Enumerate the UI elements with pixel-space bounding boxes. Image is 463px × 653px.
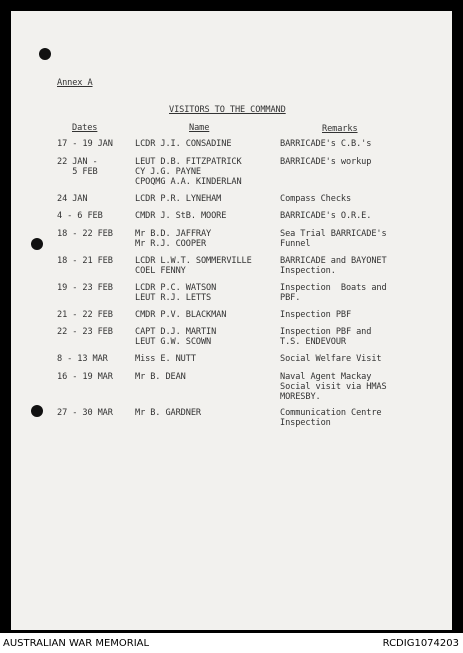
row-remarks: Communication Centre Inspection: [280, 408, 382, 428]
row-remarks: BARRICADE's C.B.'s: [280, 139, 372, 149]
row-remarks: Inspection PBF: [280, 310, 352, 320]
row-name: LCDR L.W.T. SOMMERVILLE COEL FENNY: [135, 256, 252, 276]
row-remarks: Sea Trial BARRICADE's Funnel: [280, 229, 387, 249]
row-name: Miss E. NUTT: [135, 354, 196, 364]
column-header-name: Name: [189, 123, 210, 133]
row-dates: 4 - 6 FEB: [57, 211, 103, 221]
document-title: VISITORS TO THE COMMAND: [169, 105, 286, 115]
row-name: LCDR P.R. LYNEHAM: [135, 194, 222, 204]
row-remarks: Inspection PBF and T.S. ENDEVOUR: [280, 327, 372, 347]
punch-hole: [31, 405, 43, 417]
row-remarks: Compass Checks: [280, 194, 352, 204]
row-name: Mr B. DEAN: [135, 372, 186, 382]
row-dates: 16 - 19 MAR: [57, 372, 113, 382]
row-dates: 8 - 13 MAR: [57, 354, 108, 364]
row-dates: 18 - 21 FEB: [57, 256, 113, 266]
row-name: Mr B. GARDNER: [135, 408, 201, 418]
row-remarks: Social Welfare Visit: [280, 354, 382, 364]
row-name: Mr B.D. JAFFRAY Mr R.J. COOPER: [135, 229, 212, 249]
column-header-remarks: Remarks: [322, 124, 358, 134]
row-dates: 21 - 22 FEB: [57, 310, 113, 320]
punch-hole: [39, 48, 51, 60]
punch-hole: [31, 238, 43, 250]
column-header-dates: Dates: [72, 123, 98, 133]
row-name: CMDR J. StB. MOORE: [135, 211, 227, 221]
row-dates: 18 - 22 FEB: [57, 229, 113, 239]
footer-bar: [0, 633, 463, 653]
row-dates: 22 JAN - 5 FEB: [57, 157, 98, 177]
row-remarks: Naval Agent Mackay Social visit via HMAS MORESBY.: [280, 372, 387, 402]
footer-source: AUSTRALIAN WAR MEMORIAL: [3, 638, 150, 649]
row-name: CAPT D.J. MARTIN LEUT G.W. SCOWN: [135, 327, 217, 347]
row-name: LCDR J.I. CONSADINE: [135, 139, 232, 149]
row-dates: 24 JAN: [57, 194, 88, 204]
row-remarks: BARRICADE's workup: [280, 157, 372, 167]
row-dates: 27 - 30 MAR: [57, 408, 113, 418]
row-name: LEUT D.B. FITZPATRICK CY J.G. PAYNE CPOQMG A.A. KINDERLAN: [135, 157, 242, 187]
document-page: [11, 11, 452, 630]
row-name: CMDR P.V. BLACKMAN: [135, 310, 227, 320]
row-name: LCDR P.C. WATSON LEUT R.J. LETTS: [135, 283, 217, 303]
row-dates: 19 - 23 FEB: [57, 283, 113, 293]
row-dates: 17 - 19 JAN: [57, 139, 113, 149]
row-remarks: BARRICADE and BAYONET Inspection.: [280, 256, 387, 276]
row-remarks: BARRICADE's O.R.E.: [280, 211, 372, 221]
row-dates: 22 - 23 FEB: [57, 327, 113, 337]
footer-record-id: RCDIG1074203: [382, 638, 459, 649]
row-remarks: Inspection Boats and PBF.: [280, 283, 387, 303]
annex-label: Annex A: [57, 78, 93, 88]
